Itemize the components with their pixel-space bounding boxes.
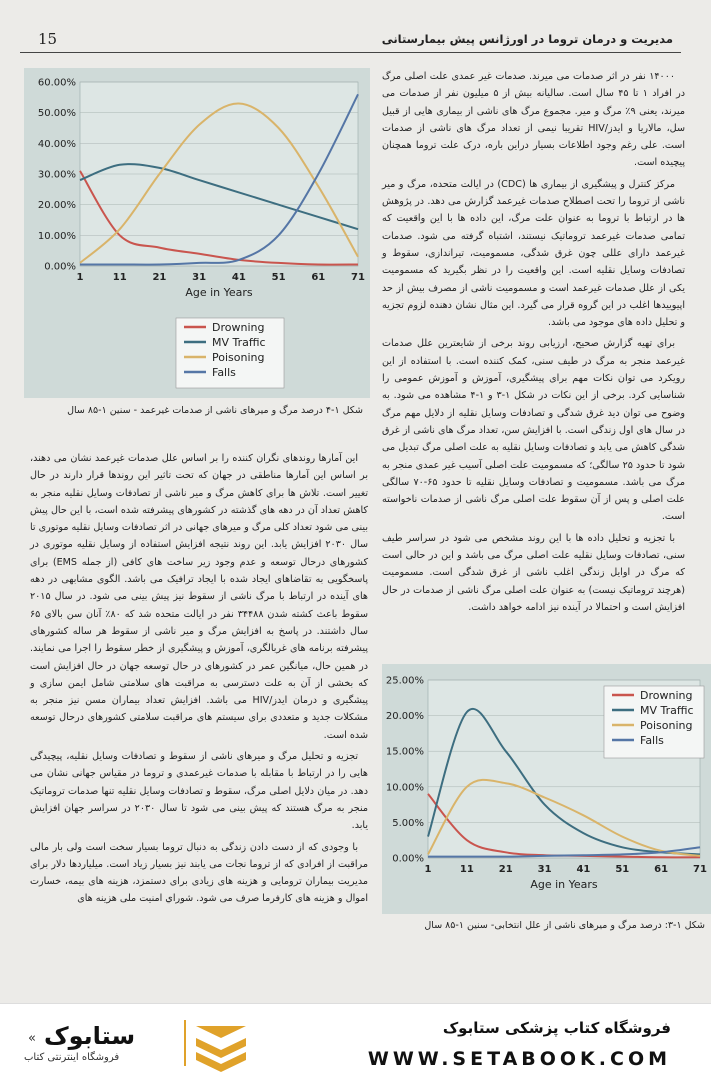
figure-2-caption: شکل ۱-۳: درصد مرگ و میرهای ناشی از علل انتخابی- سنین ۱-۸۵ سال xyxy=(424,920,705,931)
x-tick-label: 71 xyxy=(693,864,707,875)
logo-text: ستابوک xyxy=(44,1022,136,1050)
x-tick-label: 61 xyxy=(654,864,669,875)
x-tick-label: 61 xyxy=(311,272,326,283)
x-tick-label: 11 xyxy=(112,272,127,283)
x-axis-label: Age in Years xyxy=(530,878,598,891)
x-tick-label: 71 xyxy=(351,272,365,283)
x-tick-label: 31 xyxy=(192,272,207,283)
y-tick-label: 20.00% xyxy=(385,711,424,723)
logo-mark-icon xyxy=(18,1014,248,1072)
right-column-text xyxy=(382,68,685,646)
legend-label: MV Traffic xyxy=(640,704,694,717)
legend-label: MV Traffic xyxy=(212,336,266,349)
x-tick-label: 21 xyxy=(152,272,167,283)
x-tick-label: 41 xyxy=(576,864,591,875)
y-tick-label: 20.00% xyxy=(37,200,76,212)
y-tick-label: 10.00% xyxy=(37,230,76,242)
shop-url[interactable]: WWW.SETABOOK.COM xyxy=(367,1048,671,1070)
paragraph: ۱۴۰۰۰ نفر در اثر صدمات می میرند. صدمات غیر عمدی علت اصلی مرگ در افراد ۱ تا ۴۵ سال است. سالیانه بیش از ۵ میلیون نفر از صدمات می میرند، یعنی ۹٪ مرگ و میر. مجموع مرگ های ناشی از بیماری هایی از قبیل سل، مالاریا و ایدز/HIV تقریبا نیمی از تعداد مرگ های ناشی از صدمات است. علی رغم وجود اطلاعات بسیار دراین باره، درک علت تروما همچنان پیچیده است. xyxy=(382,71,685,169)
page-number: 15 xyxy=(38,30,58,48)
y-tick-label: 0.00% xyxy=(392,853,424,865)
figure-1-svg xyxy=(24,68,370,398)
x-tick-label: 1 xyxy=(76,272,84,283)
y-tick-label: 5.00% xyxy=(392,817,424,829)
x-tick-label: 21 xyxy=(498,864,513,875)
y-tick-label: 30.00% xyxy=(37,169,76,181)
paragraph: با تجزیه و تحلیل داده ها با این روند مشخص می شود در سراسر طیف سنی، تصادفات وسایل نقلیه علت اصلی مرگ می باشد و این در حالی است که مرگ در اوایل زندگی اغلب ناشی از غرق شدگی است. مسمومیت (هرچند تروماتیک نیست) به عنوان علت اصلی مرگ ناشی از صدمات در حال افزایش است و احتمالا در آینده نیز ادامه خواهد داشت. xyxy=(382,532,685,613)
y-tick-label: 40.00% xyxy=(37,138,76,150)
legend-label: Drowning xyxy=(212,321,265,334)
y-tick-label: 60.00% xyxy=(37,77,76,89)
legend-label: Drowning xyxy=(640,689,693,702)
paragraph: تجزیه و تحلیل مرگ و میرهای ناشی از سقوط و تصادفات وسایل نقلیه، پیچیدگی هایی را در ارتباط با مقابله با صدمات غیرعمدی و تروما در مقیاس جهانی نشان می دهد. در میان دلایل اصلی مرگ، سقوط و تصادفات وسایل نقلیه تنها صدمات تروماتیک منجر به مرگ هستند که پیش بینی می شود تا سال ۲۰۳۰ در سراسر جهان افزایش یابد. xyxy=(30,751,368,832)
page-title: مدیریت و درمان تروما در اورژانس پیش بیمارستانی xyxy=(381,32,673,46)
store-footer xyxy=(0,1003,711,1081)
y-tick-label: 10.00% xyxy=(385,782,424,794)
y-tick-label: 50.00% xyxy=(37,108,76,120)
legend-label: Poisoning xyxy=(212,351,265,364)
legend-label: Falls xyxy=(212,366,236,379)
figure-2-chart xyxy=(382,664,711,914)
logo-tagline: فروشگاه اینترنتی کتاب xyxy=(24,1052,120,1063)
paragraph: برای تهیه گزارش صحیح، ارزیابی روند برخی از شایعترین علل صدمات غیرعمد منجر به مرگ در طیف سنی، کمک کننده است. با استفاده از این رویکرد می توان نکات مهم برای پیشگیری، آموزش و آموزش عمومی را شناسایی کرد. برخی از این نکات در شکل ۱-۳ و ۱-۴ مشاهده می شود. به وضوح می توان دید غرق شدگی و تصادفات وسایل نقلیه از دلایل مهم مرگ در سال های اول زندگی است. با افزایش سن، تعداد مرگ های ناشی از غرق شدگی کاهش می یابد و تصادفات وسایل نقلیه به علت اصلی مرگ تبدیل می شود تا حدود ۲۵ سالگی؛ که مسمومیت علت اصلی آسیب غیر عمدی منجر به مرگ می باشد. مسمومیت و تصادفات وسایل نقلیه تا حدود ۶۵-۷۰ سالگی علت اصلی و پس از آن سقوط علت اصلی مرگ ناشی از صدمات ناخواسته است. xyxy=(382,338,685,523)
store-logo xyxy=(18,1014,248,1072)
left-column-text xyxy=(30,450,368,1003)
paragraph: مرکز کنترل و پیشگیری از بیماری ها (CDC) در ایالت متحده، مرگ و میر ناشی از تروما را تحت اصطلاح صدمات غیرعمد گزارش می دهد. در پژوهش ها در ارتباط با تروما به عنوان علت مرگ، این داده ها با این واقعیت که تمامی صدمات غیرعمد تروماتیک نیستند، اشتباه گرفته می شود. صدمات غیرعمد دارای عللی چون غرق شدگی، مسمومیت، تیراندازی، سقوط و تصادفات وسایل نقلیه است. این واقعیت را در نظر بگیرید که مسمومیت یکی از علل صدمات غیرعمد است و مسمومیت ناشی از مصرف بیش از حد اپیوییدها اغلب در این گروه قرار می گیرد. این مثال نشان دهنده لزوم تجزیه و تحلیل داده های موجود می باشد. xyxy=(382,178,685,329)
svg-text:«: « xyxy=(28,1031,36,1046)
legend-label: Falls xyxy=(640,734,664,747)
figure-1-caption: شکل ۱-۴ درصد مرگ و میرهای ناشی از صدمات غیرعمد - سنین ۱-۸۵ سال xyxy=(67,405,363,416)
x-tick-label: 51 xyxy=(615,864,630,875)
paragraph: با وجودی که از دست دادن زندگی به دنبال تروما بسیار سخت است ولی بار مالی مراقبت از افرادی که از تروما نجات می یابند نیز بسیار زیاد است. میلیاردها دلار برای مدیریت بیماران ترومایی و هزینه های زیادی برای دستمزد، هزینه های بیمه، خسارت اموال و هزینه های کارفرما صرف می شود. شوراي امنیت ملی هزینه های xyxy=(30,841,368,905)
x-tick-label: 11 xyxy=(459,864,474,875)
y-tick-label: 15.00% xyxy=(385,746,424,758)
x-tick-label: 1 xyxy=(424,864,432,875)
y-tick-label: 0.00% xyxy=(44,261,76,273)
shop-name: فروشگاه کتاب پزشکی ستابوک xyxy=(442,1019,671,1037)
page-header xyxy=(20,28,681,53)
y-tick-label: 25.00% xyxy=(385,675,424,687)
x-tick-label: 51 xyxy=(271,272,286,283)
x-axis-label: Age in Years xyxy=(185,286,253,299)
x-tick-label: 31 xyxy=(537,864,552,875)
paragraph: این آمارها روندهای نگران کننده را بر اساس علل صدمات غیرعمد نشان می دهند، بر اساس این آمارها مناطقی در جهان که تحت تاثیر این روندها قرار دارند در حال تغییر است. تلاش ها برای کاهش مرگ و میر ناشی از تصادفات وسایل نقلیه منجر به کاهش تعداد آن در دهه های گذشته در کشورهای پیشرفته شده است، با این حال پیش بینی می شود تعداد کلی مرگ و میرهای جهانی در اثر تصادفات وسایل نقلیه موتوری تا سال ۲۰۳۰ افزایش یابد. این روند نتیجه افزایش استفاده از وسایل نقلیه موتوری در کشورهای درحال توسعه و عدم وجود زیر ساخت های کافی (از جمله EMS) برای پاسخگویی به تقاضاهای ایجاد شده با ایجاد ترافیک می باشد. الگوی مشابهی در دهه های آینده در ارتباط با مرگ ناشی از سقوط نیز پیش بینی می شود. در سال ۲۰۱۵ سقوط باعث کشته شدن ۳۴۴۸۸ نفر در ایالت متحده شد که ۸۰٪ آنان سن بالای ۶۵ سال داشتند. در پاسخ به افزایش مرگ و میر ناشی از سقوط هر ساله کشورهای پیشرفته برنامه های غربالگری، آموزش و پیشگیری از خطر سقوط را اجرا می نمایند. در همین حال، میانگین عمر در کشورهای در حال توسعه جهان در حال افزایش است که بخشی از آن به علت دسترسی به مراقبت های سلامتی شامل ایمن سازی و پیشگیری و درمان ایدز/HIV می باشد. افزایش تعداد بیماران مسن نیز منجر به مشکلات جدید و متعددی برای سیستم های مراقبت سلامتی کشورهای درحال توسعه شده است. xyxy=(29,453,369,741)
figure-1-chart xyxy=(24,68,370,398)
figure-2-svg xyxy=(382,664,711,914)
x-tick-label: 41 xyxy=(231,272,246,283)
legend-label: Poisoning xyxy=(640,719,693,732)
